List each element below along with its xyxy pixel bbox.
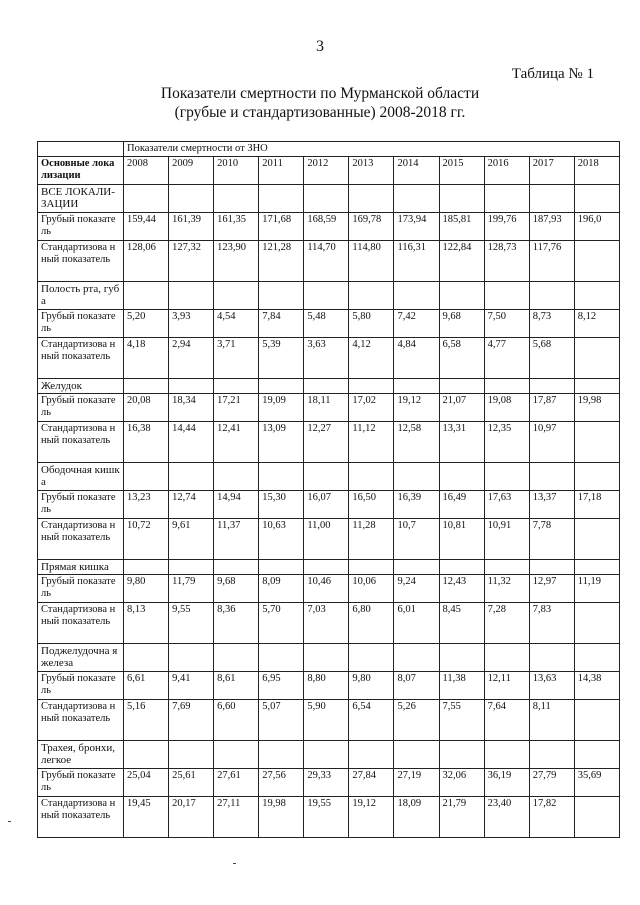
table-cell: 7,03 <box>304 603 349 644</box>
table-cell: 13,63 <box>529 672 574 700</box>
table-cell: 17,02 <box>349 394 394 422</box>
table-cell: 5,39 <box>259 338 304 379</box>
table-cell <box>169 644 214 672</box>
table-section-row <box>38 560 620 575</box>
table-cell <box>574 379 619 394</box>
table-cell: 8,09 <box>259 575 304 603</box>
margin-mark <box>233 863 236 864</box>
table-cell: 19,98 <box>574 394 619 422</box>
table-cell <box>574 338 619 379</box>
year-header-2014: 2014 <box>394 157 439 185</box>
table-row <box>38 338 620 379</box>
table-cell <box>349 741 394 769</box>
table-cell <box>484 644 529 672</box>
table-cell <box>214 185 259 213</box>
year-header-2015: 2015 <box>439 157 484 185</box>
table-section-row <box>38 463 620 491</box>
table-cell <box>214 560 259 575</box>
table-cell: 8,12 <box>574 310 619 338</box>
table-cell: 4,54 <box>214 310 259 338</box>
table-cell: 10,63 <box>259 519 304 560</box>
table-cell: 25,61 <box>169 769 214 797</box>
table-cell: 4,84 <box>394 338 439 379</box>
table-row <box>38 769 620 797</box>
row-label: Стандартизова нный показатель <box>38 422 124 463</box>
table-cell: 185,81 <box>439 213 484 241</box>
table-cell <box>439 282 484 310</box>
table-cell: 23,40 <box>484 797 529 838</box>
table-cell <box>349 185 394 213</box>
table-cell <box>574 603 619 644</box>
table-cell: 19,55 <box>304 797 349 838</box>
table-cell: 19,98 <box>259 797 304 838</box>
table-cell: 5,16 <box>124 700 169 741</box>
section-label: Полость рта, губа <box>38 282 124 310</box>
table-cell: 27,61 <box>214 769 259 797</box>
year-header-2012: 2012 <box>304 157 349 185</box>
table-cell: 159,44 <box>124 213 169 241</box>
table-cell: 11,00 <box>304 519 349 560</box>
table-cell: 17,87 <box>529 394 574 422</box>
table-cell: 199,76 <box>484 213 529 241</box>
table-cell: 9,68 <box>214 575 259 603</box>
table-cell: 16,49 <box>439 491 484 519</box>
table-cell: 6,58 <box>439 338 484 379</box>
row-label: Грубый показатель <box>38 491 124 519</box>
year-header-2008: 2008 <box>124 157 169 185</box>
table-cell: 12,27 <box>304 422 349 463</box>
table-cell: 9,41 <box>169 672 214 700</box>
table-cell <box>259 644 304 672</box>
table-cell: 11,79 <box>169 575 214 603</box>
table-cell: 16,39 <box>394 491 439 519</box>
table-cell: 27,84 <box>349 769 394 797</box>
table-cell: 171,68 <box>259 213 304 241</box>
table-cell: 8,13 <box>124 603 169 644</box>
table-section-row <box>38 644 620 672</box>
table-cell <box>484 560 529 575</box>
table-cell: 12,58 <box>394 422 439 463</box>
table-cell: 5,48 <box>304 310 349 338</box>
table-cell: 16,50 <box>349 491 394 519</box>
table-cell <box>484 185 529 213</box>
table-cell: 18,34 <box>169 394 214 422</box>
table-cell: 8,80 <box>304 672 349 700</box>
table-cell: 173,94 <box>394 213 439 241</box>
table-cell: 128,06 <box>124 241 169 282</box>
table-cell <box>349 463 394 491</box>
table-cell <box>304 379 349 394</box>
table-cell: 12,97 <box>529 575 574 603</box>
table-cell: 5,26 <box>394 700 439 741</box>
table-cell: 4,18 <box>124 338 169 379</box>
table-row <box>38 575 620 603</box>
table-cell: 36,19 <box>484 769 529 797</box>
table-cell <box>304 463 349 491</box>
table-cell: 4,77 <box>484 338 529 379</box>
table-cell <box>529 644 574 672</box>
table-cell <box>169 741 214 769</box>
table-cell: 8,36 <box>214 603 259 644</box>
table-cell <box>214 463 259 491</box>
table-cell: 8,07 <box>394 672 439 700</box>
table-cell <box>574 797 619 838</box>
page-number: 3 <box>316 38 324 55</box>
table-cell <box>124 741 169 769</box>
table-cell: 7,69 <box>169 700 214 741</box>
table-cell: 6,95 <box>259 672 304 700</box>
table-cell <box>259 185 304 213</box>
table-cell <box>529 560 574 575</box>
table-cell <box>529 741 574 769</box>
table-cell: 114,70 <box>304 241 349 282</box>
table-cell <box>574 185 619 213</box>
table-cell <box>169 185 214 213</box>
table-cell: 25,04 <box>124 769 169 797</box>
table-row <box>38 797 620 838</box>
title-line-1: Показатели смертности по Мурманской области <box>160 85 480 102</box>
table-cell: 29,33 <box>304 769 349 797</box>
table-group-header: Показатели смертности от ЗНО <box>124 142 620 157</box>
table-cell: 168,59 <box>304 213 349 241</box>
row-label: Грубый показатель <box>38 575 124 603</box>
table-cell <box>394 463 439 491</box>
table-cell: 11,28 <box>349 519 394 560</box>
table-cell: 5,70 <box>259 603 304 644</box>
table-cell <box>214 644 259 672</box>
table-cell: 187,93 <box>529 213 574 241</box>
table-cell <box>259 560 304 575</box>
table-cell <box>169 282 214 310</box>
table-group-header-row <box>38 142 620 157</box>
table-row <box>38 519 620 560</box>
table-cell <box>304 282 349 310</box>
table-cell <box>394 379 439 394</box>
table-cell <box>124 644 169 672</box>
section-label: ВСЕ ЛОКАЛИ-ЗАЦИИ <box>38 185 124 213</box>
table-cell <box>529 379 574 394</box>
table-cell: 3,93 <box>169 310 214 338</box>
table-cell: 123,90 <box>214 241 259 282</box>
table-cell: 9,61 <box>169 519 214 560</box>
table-row <box>38 422 620 463</box>
row-label: Грубый показатель <box>38 769 124 797</box>
table-cell: 17,82 <box>529 797 574 838</box>
table-cell: 15,30 <box>259 491 304 519</box>
table-cell <box>484 379 529 394</box>
table-cell: 7,55 <box>439 700 484 741</box>
table-row <box>38 700 620 741</box>
table-cell: 10,06 <box>349 575 394 603</box>
row-label: Грубый показатель <box>38 394 124 422</box>
table-cell <box>439 741 484 769</box>
table-cell <box>169 379 214 394</box>
row-label: Стандартизова нный показатель <box>38 603 124 644</box>
table-cell: 117,76 <box>529 241 574 282</box>
table-cell: 12,43 <box>439 575 484 603</box>
table-cell: 19,08 <box>484 394 529 422</box>
table-cell <box>304 741 349 769</box>
table-cell: 7,64 <box>484 700 529 741</box>
table-section-row <box>38 185 620 213</box>
table-cell: 6,01 <box>394 603 439 644</box>
table-cell: 13,09 <box>259 422 304 463</box>
table-cell <box>574 282 619 310</box>
table-cell <box>574 463 619 491</box>
table-cell: 27,19 <box>394 769 439 797</box>
table-section-row <box>38 282 620 310</box>
table-cell: 6,60 <box>214 700 259 741</box>
table-cell: 10,91 <box>484 519 529 560</box>
table-cell: 161,39 <box>169 213 214 241</box>
table-cell <box>349 644 394 672</box>
table-cell: 32,06 <box>439 769 484 797</box>
table-cell: 8,73 <box>529 310 574 338</box>
table-cell <box>304 644 349 672</box>
table-cell <box>529 463 574 491</box>
section-label: Трахея, бронхи, легкое <box>38 741 124 769</box>
table-cell: 19,12 <box>394 394 439 422</box>
table-cell <box>484 741 529 769</box>
table-cell: 27,11 <box>214 797 259 838</box>
section-label: Поджелудочна я железа <box>38 644 124 672</box>
table-cell <box>124 463 169 491</box>
table-cell <box>484 463 529 491</box>
table-cell <box>439 185 484 213</box>
table-cell: 16,07 <box>304 491 349 519</box>
table-cell: 121,28 <box>259 241 304 282</box>
table-cell: 21,07 <box>439 394 484 422</box>
year-header-2018: 2018 <box>574 157 619 185</box>
table-cell: 8,61 <box>214 672 259 700</box>
table-cell: 19,12 <box>349 797 394 838</box>
table-cell: 21,79 <box>439 797 484 838</box>
table-cell: 9,68 <box>439 310 484 338</box>
table-cell: 6,54 <box>349 700 394 741</box>
table-cell <box>439 560 484 575</box>
table-cell: 14,38 <box>574 672 619 700</box>
year-header-2013: 2013 <box>349 157 394 185</box>
table-cell: 127,32 <box>169 241 214 282</box>
table-cell: 12,74 <box>169 491 214 519</box>
table-cell <box>484 282 529 310</box>
table-cell: 11,19 <box>574 575 619 603</box>
table-cell: 7,84 <box>259 310 304 338</box>
table-cell <box>574 519 619 560</box>
table-section-row <box>38 379 620 394</box>
table-cell: 7,50 <box>484 310 529 338</box>
row-label: Стандартизова нный показатель <box>38 797 124 838</box>
table-cell: 17,21 <box>214 394 259 422</box>
table-cell: 18,09 <box>394 797 439 838</box>
table-cell <box>394 282 439 310</box>
table-cell: 10,97 <box>529 422 574 463</box>
table-cell <box>214 741 259 769</box>
table-cell: 9,80 <box>349 672 394 700</box>
table-cell: 169,78 <box>349 213 394 241</box>
table-cell <box>439 644 484 672</box>
table-cell: 13,37 <box>529 491 574 519</box>
table-cell: 12,41 <box>214 422 259 463</box>
table-cell: 7,83 <box>529 603 574 644</box>
table-cell: 19,09 <box>259 394 304 422</box>
year-header-2016: 2016 <box>484 157 529 185</box>
table-year-header-row <box>38 157 620 185</box>
table-cell <box>394 560 439 575</box>
table-cell: 9,24 <box>394 575 439 603</box>
table-cell: 14,94 <box>214 491 259 519</box>
table-cell <box>349 379 394 394</box>
table-row <box>38 241 620 282</box>
table-cell: 5,07 <box>259 700 304 741</box>
table-cell <box>394 185 439 213</box>
row-label: Стандартизова нный показатель <box>38 241 124 282</box>
mortality-table-body <box>38 142 620 838</box>
table-cell: 12,11 <box>484 672 529 700</box>
table-cell <box>124 560 169 575</box>
table-cell <box>574 560 619 575</box>
table-cell: 7,78 <box>529 519 574 560</box>
table-cell <box>124 282 169 310</box>
table-cell <box>574 422 619 463</box>
table-cell <box>574 644 619 672</box>
table-cell: 3,63 <box>304 338 349 379</box>
table-cell <box>169 463 214 491</box>
table-cell: 16,38 <box>124 422 169 463</box>
table-cell <box>169 560 214 575</box>
section-label: Желудок <box>38 379 124 394</box>
table-cell <box>574 741 619 769</box>
table-cell: 128,73 <box>484 241 529 282</box>
title-line-2: (грубые и стандартизованные) 2008-2018 гг. <box>174 104 466 121</box>
table-cell: 10,72 <box>124 519 169 560</box>
table-cell: 14,44 <box>169 422 214 463</box>
table-cell <box>394 741 439 769</box>
section-label: Прямая кишка <box>38 560 124 575</box>
table-cell: 6,80 <box>349 603 394 644</box>
table-cell: 5,68 <box>529 338 574 379</box>
table-row <box>38 491 620 519</box>
table-cell: 27,56 <box>259 769 304 797</box>
table-cell: 5,80 <box>349 310 394 338</box>
table-cell: 6,61 <box>124 672 169 700</box>
table-header-empty-cell <box>38 142 124 157</box>
table-cell: 196,0 <box>574 213 619 241</box>
table-cell: 7,28 <box>484 603 529 644</box>
table-cell <box>349 560 394 575</box>
table-cell: 9,80 <box>124 575 169 603</box>
table-cell: 11,32 <box>484 575 529 603</box>
table-cell <box>529 185 574 213</box>
table-cell <box>304 185 349 213</box>
table-cell: 5,20 <box>124 310 169 338</box>
table-row <box>38 213 620 241</box>
table-cell: 9,55 <box>169 603 214 644</box>
table-cell: 2,94 <box>169 338 214 379</box>
table-row <box>38 310 620 338</box>
table-cell: 10,7 <box>394 519 439 560</box>
table-cell: 35,69 <box>574 769 619 797</box>
table-cell <box>529 282 574 310</box>
table-cell <box>349 282 394 310</box>
table-cell: 11,38 <box>439 672 484 700</box>
table-cell: 8,45 <box>439 603 484 644</box>
row-label: Грубый показатель <box>38 672 124 700</box>
document-title <box>0 84 640 122</box>
table-row <box>38 394 620 422</box>
table-cell <box>124 379 169 394</box>
year-header-2010: 2010 <box>214 157 259 185</box>
table-cell: 116,31 <box>394 241 439 282</box>
table-cell <box>214 282 259 310</box>
table-cell <box>214 379 259 394</box>
row-label: Стандартизова нный показатель <box>38 338 124 379</box>
table-cell: 18,11 <box>304 394 349 422</box>
table-cell <box>259 741 304 769</box>
table-cell: 8,11 <box>529 700 574 741</box>
section-label: Ободочная кишка <box>38 463 124 491</box>
table-cell <box>394 644 439 672</box>
table-label: Таблица № 1 <box>511 66 594 82</box>
table-cell: 10,46 <box>304 575 349 603</box>
table-cell <box>439 463 484 491</box>
year-header-2009: 2009 <box>169 157 214 185</box>
table-cell <box>574 700 619 741</box>
table-cell: 20,17 <box>169 797 214 838</box>
row-label: Грубый показатель <box>38 310 124 338</box>
table-cell: 161,35 <box>214 213 259 241</box>
table-cell: 27,79 <box>529 769 574 797</box>
table-cell: 3,71 <box>214 338 259 379</box>
table-cell: 5,90 <box>304 700 349 741</box>
table-first-col-header: Основные локализации <box>38 157 124 185</box>
table-cell: 4,12 <box>349 338 394 379</box>
table-cell: 17,63 <box>484 491 529 519</box>
table-cell: 19,45 <box>124 797 169 838</box>
table-cell <box>259 379 304 394</box>
table-cell <box>574 241 619 282</box>
table-cell <box>439 379 484 394</box>
table-cell <box>259 463 304 491</box>
table-row <box>38 672 620 700</box>
mortality-table <box>37 141 620 838</box>
table-cell <box>304 560 349 575</box>
year-header-2017: 2017 <box>529 157 574 185</box>
table-cell: 13,31 <box>439 422 484 463</box>
margin-mark <box>8 821 11 822</box>
table-cell: 7,42 <box>394 310 439 338</box>
row-label: Грубый показатель <box>38 213 124 241</box>
table-cell: 13,23 <box>124 491 169 519</box>
row-label: Стандартизова нный показатель <box>38 519 124 560</box>
table-cell: 114,80 <box>349 241 394 282</box>
year-header-2011: 2011 <box>259 157 304 185</box>
table-cell <box>259 282 304 310</box>
table-cell: 10,81 <box>439 519 484 560</box>
row-label: Стандартизова нный показатель <box>38 700 124 741</box>
table-cell: 11,37 <box>214 519 259 560</box>
table-section-row <box>38 741 620 769</box>
table-cell: 12,35 <box>484 422 529 463</box>
table-cell: 11,12 <box>349 422 394 463</box>
table-cell: 122,84 <box>439 241 484 282</box>
table-cell: 17,18 <box>574 491 619 519</box>
table-row <box>38 603 620 644</box>
table-cell: 20,08 <box>124 394 169 422</box>
table-cell <box>124 185 169 213</box>
